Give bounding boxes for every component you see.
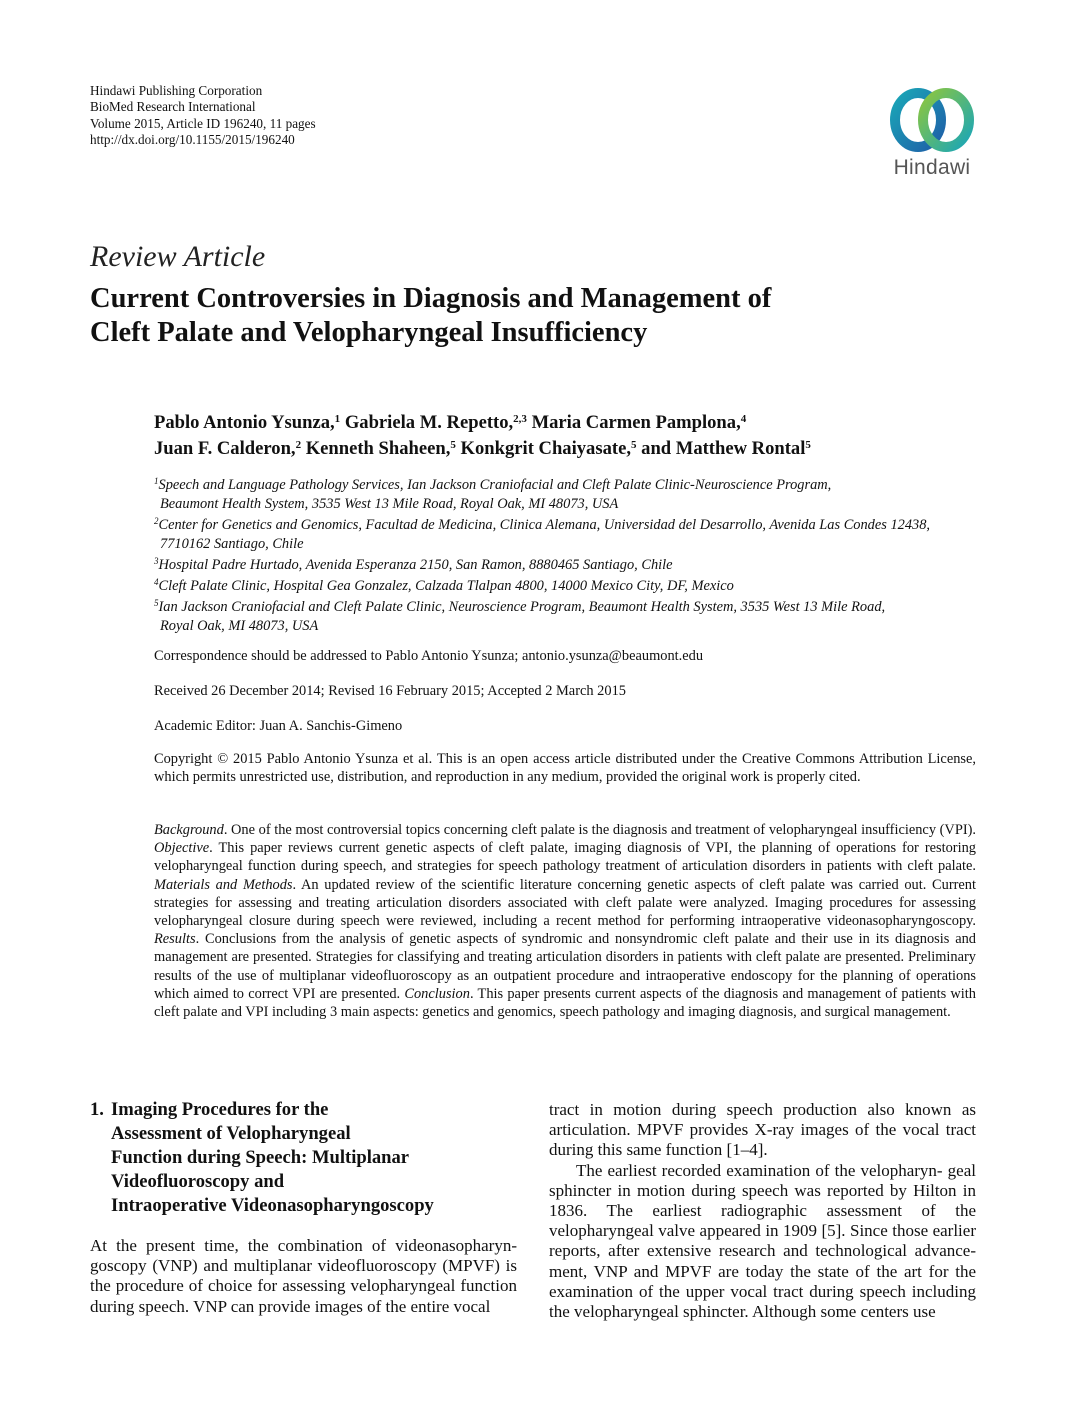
affiliation-4 <box>154 577 984 596</box>
author-name: and Matthew Rontal <box>641 438 806 459</box>
author-name: Maria Carmen Pamplona, <box>531 412 741 433</box>
affiliation-number: 5 <box>154 597 159 608</box>
affiliation-text-cont: Royal Oak, MI 48073, USA <box>160 617 319 634</box>
affiliation-text: Speech and Language Pathology Services, Ian Jackson Craniofacial and Cleft Palate Clinic-Neuroscience Program, <box>158 477 832 493</box>
section-heading-line: Intraoperative Videonasopharyngoscopy <box>111 1195 434 1216</box>
author-affil-ref: 2,3 <box>513 413 527 425</box>
volume-info: Volume 2015, Article ID 196240, 11 pages <box>90 115 316 131</box>
body-paragraph: At the present time, the combination of videonasopharyn- goscopy (VNP) and multiplanar videofluoroscopy (MPVF) is the procedure of choice for assessing velopharyngeal function during speech. VNP can provide images of the entire vocal <box>90 1236 517 1316</box>
article-title <box>90 282 990 350</box>
journal-info <box>90 83 316 149</box>
affiliation-list <box>154 476 984 638</box>
author-affil-ref: 5 <box>805 439 811 451</box>
title-line-1: Current Controversies in Diagnosis and Management of <box>90 283 772 314</box>
section-heading-line: Assessment of Velopharyngeal <box>111 1123 351 1144</box>
hindawi-logo-text: Hindawi <box>893 156 971 179</box>
section-heading-line: Function during Speech: Multiplanar <box>111 1147 410 1168</box>
affiliation-number: 3 <box>154 556 159 566</box>
section-1-heading <box>90 1098 434 1218</box>
author-name: Pablo Antonio Ysunza, <box>154 412 335 433</box>
author-line-2 <box>154 436 811 462</box>
abstract-label-objective: Objective <box>154 840 210 857</box>
abstract-results: . Conclusions from the analysis of genetic aspects of syndromic and nonsyndromic cleft palate and their use in its diagnosis and management are presented. Strategies for classifying and treating articulation disorders in patients with cleft palate are presented. Preliminary results of the use of multiplanar videofluoroscopy as an outpatient procedure and intraoperative endoscopy for the planning of operations which aimed to correct VPI are presented. <box>154 931 976 1002</box>
author-line-1 <box>154 410 811 436</box>
affiliation-number: 2 <box>154 516 159 526</box>
abstract-label-conclusion: Conclusion <box>404 985 470 1002</box>
article-type: Review Article <box>90 240 266 273</box>
author-list <box>154 410 811 462</box>
academic-editor: Academic Editor: Juan A. Sanchis-Gimeno <box>154 718 403 734</box>
left-column-body <box>90 1236 517 1317</box>
affiliation-5 <box>154 598 984 636</box>
author-name: Konkgrit Chaiyasate, <box>460 438 631 459</box>
section-heading-line: Videofluoroscopy and <box>111 1171 285 1192</box>
affiliation-text: Ian Jackson Craniofacial and Cleft Palate Clinic, Neuroscience Program, Beaumont Health System, 3535 West 13 Mile Road, <box>158 598 886 615</box>
abstract-label-results: Results <box>154 931 196 948</box>
title-line-2: Cleft Palate and Velopharyngeal Insufficiency <box>90 317 648 348</box>
author-affil-ref: 2 <box>295 439 302 451</box>
abstract-background: . One of the most controversial topics concerning cleft palate is the diagnosis and treatment of velopharyngeal insufficiency (VPI). <box>223 822 976 838</box>
affiliation-text-cont: 7710162 Santiago, Chile <box>160 536 304 553</box>
author-affil-ref: 4 <box>740 413 747 425</box>
hindawi-rings-icon <box>886 86 978 154</box>
right-column-body <box>549 1100 976 1322</box>
abstract-methods: . An updated review of the scientific literature concerning genetic aspects of cleft palate was carried out. Current strategies for assessing and treating articulation disorders associated with cleft palate were analyzed. Imaging procedures for assessing velopharyngeal closure during speech were reviewed, including a recent method for performing intraoperative videonasopharyngoscopy. <box>154 876 976 930</box>
copyright-notice: Copyright © 2015 Pablo Antonio Ysunza et al. This is an open access article distributed under the Creative Commons Attribution License, which permits unrestricted use, distribution, and reproduction in any medium, provided the original work is properly cited. <box>154 751 976 786</box>
affiliation-text: Cleft Palate Clinic, Hospital Gea Gonzalez, Calzada Tlalpan 4800, 14000 Mexico City, DF, Mexico <box>158 577 734 594</box>
affiliation-text: Center for Genetics and Genomics, Facultad de Medicina, Clinica Alemana, Universidad del Desarrollo, Avenida Las Condes 12438, <box>158 517 931 533</box>
received-dates: Received 26 December 2014; Revised 16 February 2015; Accepted 2 March 2015 <box>154 683 626 699</box>
hindawi-logo <box>882 86 982 182</box>
correspondence: Correspondence should be addressed to Pablo Antonio Ysunza; antonio.ysunza@beaumont.edu <box>154 648 704 664</box>
journal-name: BioMed Research International <box>90 99 256 115</box>
author-name: Gabriela M. Repetto, <box>344 412 514 433</box>
abstract-conclusion: . This paper presents current aspects of the diagnosis and management of patients with cleft palate and VPI including 3 main aspects: genetics and genomics, speech pathology and imaging diagnosis, and surgical management. <box>154 985 976 1021</box>
doi-link[interactable]: http://dx.doi.org/10.1155/2015/196240 <box>90 132 295 148</box>
abstract-label-background: Background <box>154 822 224 838</box>
affiliation-1 <box>154 476 984 514</box>
affiliation-text: Hospital Padre Hurtado, Avenida Esperanza 2150, San Ramon, 8880465 Santiago, Chile <box>158 557 673 573</box>
affiliation-text-cont: Beaumont Health System, 3535 West 13 Mile Road, Royal Oak, MI 48073, USA <box>160 496 619 513</box>
body-paragraph: The earliest recorded examination of the velopharyn- geal sphincter in motion during speech was reported by Hilton in 1836. The earliest radiographic assessment of the velopharyngeal valve appeared in 1909 [5]. Since those earlier reports, after extensive research and technological advance- ment, VNP and MPVF are today the state of the art for the examination of the upper vocal tract during speech including the velopharyngeal sphincter. Although some centers use <box>549 1160 976 1322</box>
author-affil-ref: 5 <box>630 439 637 451</box>
section-number: 1. <box>90 1099 104 1120</box>
author-name: Kenneth Shaheen, <box>305 438 451 459</box>
author-name: Juan F. Calderon, <box>154 438 296 459</box>
author-affil-ref: 5 <box>450 439 456 451</box>
body-paragraph-continuation: tract in motion during speech production also known as articulation. MPVF provides X-ray images of the vocal tract during this same function [1–4]. <box>549 1100 976 1160</box>
section-heading-line: Imaging Procedures for the <box>111 1099 329 1120</box>
abstract <box>154 821 976 1021</box>
abstract-label-methods: Materials and Methods <box>154 876 293 893</box>
affiliation-3 <box>154 556 984 575</box>
author-affil-ref: 1 <box>334 413 341 425</box>
publisher-name: Hindawi Publishing Corporation <box>90 83 263 98</box>
affiliation-number: 4 <box>154 576 159 587</box>
affiliation-2 <box>154 516 984 554</box>
abstract-objective: . This paper reviews current genetic aspects of cleft palate, imaging diagnosis of VPI, the planning of operations for restoring velopharyngeal function during speech, and strategies for speech pathology treatment of articulation disorders in patients with cleft palate. <box>154 840 976 875</box>
affiliation-number: 1 <box>154 476 159 486</box>
